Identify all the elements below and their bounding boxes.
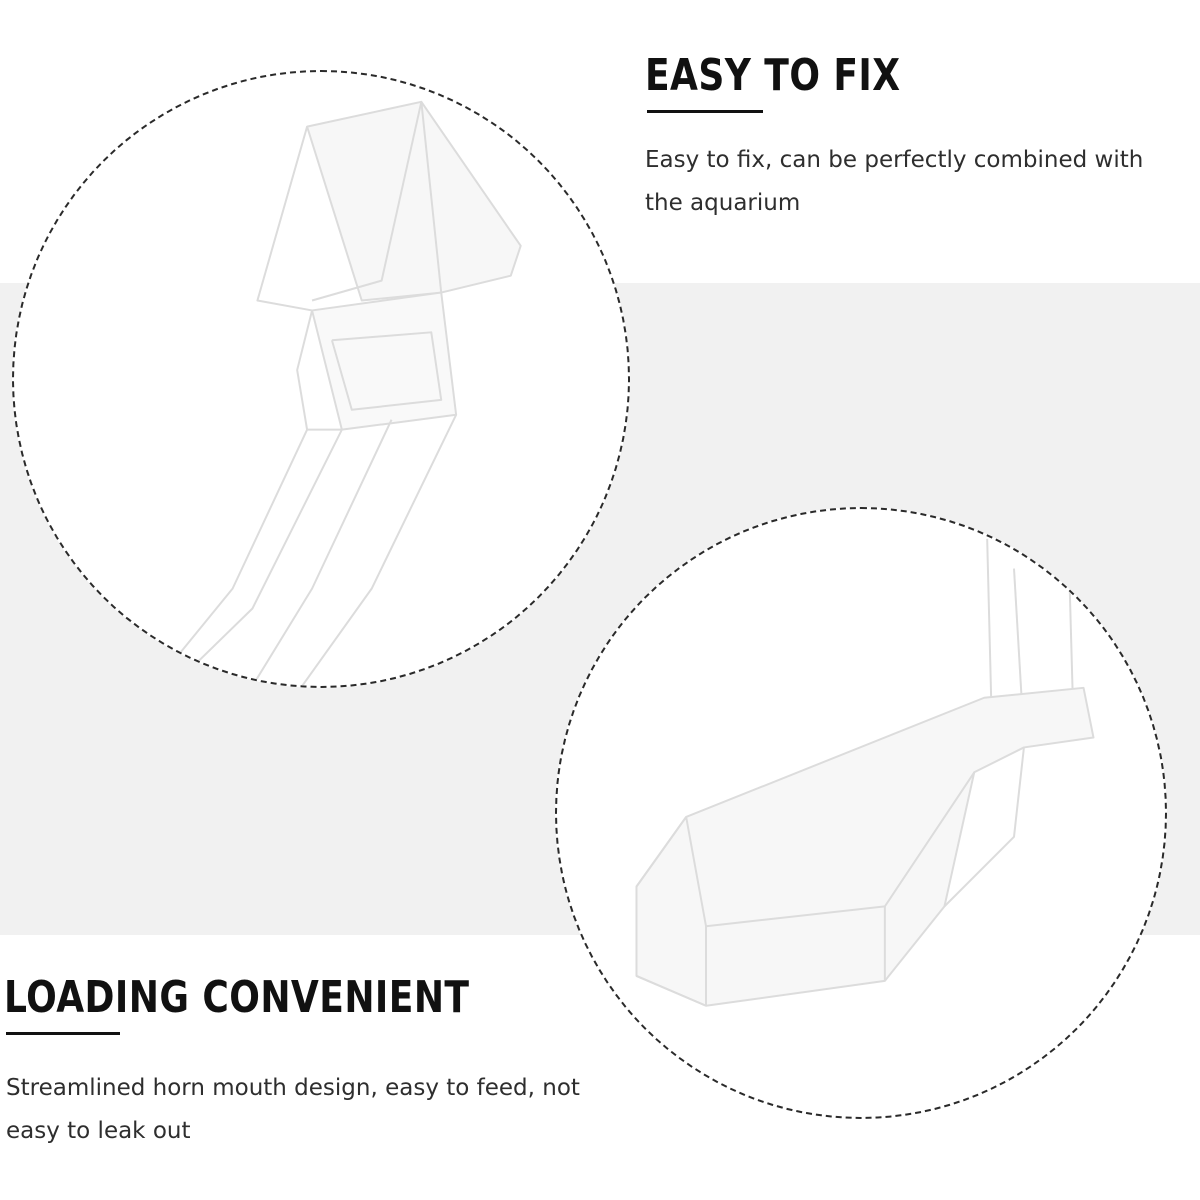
section-heading-easy-to-fix: EASY TO FIX [645,50,901,101]
product-detail-circle-bottom [555,507,1167,1119]
section-heading-loading-convenient: LOADING CONVENIENT [4,972,470,1023]
heading-underline [647,110,763,113]
acrylic-feeder-funnel-icon [557,509,1165,1117]
section-text-easy-to-fix: Easy to fix, can be perfectly combined with the aquarium [645,147,1144,216]
acrylic-feeder-tube-top-icon [14,72,628,686]
product-detail-circle-top [12,70,630,688]
heading-underline [6,1032,120,1035]
section-text-loading-convenient: Streamlined horn mouth design, easy to feed, not easy to leak out [6,1075,580,1144]
